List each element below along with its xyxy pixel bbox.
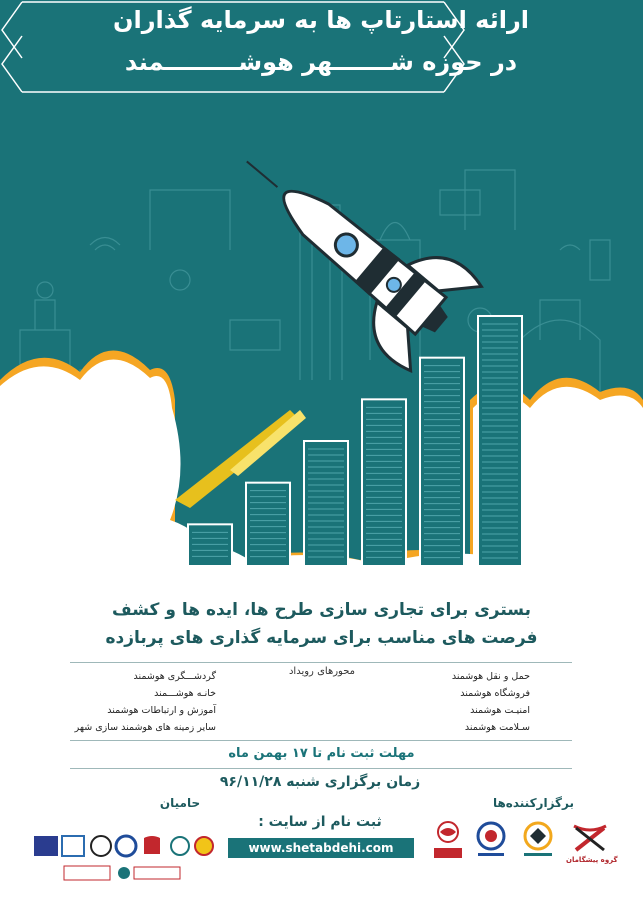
- divider: [70, 662, 572, 663]
- sponsor-logo: [134, 867, 180, 879]
- pishgaman-caption: گروه پیشگامان: [566, 856, 618, 864]
- organizer-logo: [432, 820, 464, 862]
- sponsor-logo: [171, 837, 189, 855]
- sponsors-title: حامیان: [159, 796, 201, 810]
- sponsor-logo: [118, 867, 130, 879]
- axis-item: سـلامت هوشمند: [464, 722, 530, 733]
- axis-item: گردشـــگری هوشمند: [133, 671, 216, 682]
- tagline-line-1: بستری برای تجاری سازی طرح ها، ایده ها و کشف: [112, 600, 531, 620]
- headline-line-1: ارائه استارتاپ ها به سرمایه گذاران: [113, 6, 529, 34]
- register-from-label: ثبت نام از سایت :: [258, 814, 382, 830]
- axes-list-left: [70, 668, 216, 736]
- axis-item: آموزش و ارتباطات هوشمند: [107, 705, 216, 716]
- registration-deadline: مهلت ثبت نام تا ۱۷ بهمن ماه: [228, 746, 415, 761]
- sponsor-logo: [195, 837, 213, 855]
- sponsor-logo: [144, 836, 160, 854]
- headline-line-2: در حوزه شـــــــهر هوشـــــــــمند: [124, 48, 518, 76]
- rocket-flame-core: [230, 410, 306, 476]
- growth-bar: [188, 524, 232, 566]
- axis-item: حمل و نقل هوشمند: [451, 671, 530, 682]
- organizer-logo: [520, 820, 556, 860]
- organizers-title: برگزارکننده‌ها: [492, 796, 574, 810]
- pishgaman-logo: [570, 820, 610, 856]
- axis-item: فروشگاه هوشمند: [460, 688, 530, 699]
- rocket-icon: [209, 116, 484, 373]
- axis-item: سایر زمینه های هوشمند سازی شهر: [74, 722, 216, 733]
- organizer-logo: [474, 820, 508, 860]
- website-link[interactable]: www.shetabdehi.com: [228, 838, 414, 858]
- tagline-line-2: فرصت های مناسب برای سرمایه گذاری های پربازده: [105, 628, 538, 648]
- event-date: زمان برگزاری شنبه ۹۶/۱۱/۲۸: [219, 774, 421, 790]
- sponsor-logo: [62, 836, 84, 856]
- axis-item: خانـه هوشـــمند: [154, 688, 216, 699]
- growth-bar: [362, 399, 406, 566]
- divider: [70, 740, 572, 741]
- sponsor-logo: [91, 836, 111, 856]
- event-axes-title: محورهای رویداد: [288, 666, 356, 677]
- axis-item: امنیـت هوشمند: [470, 705, 530, 716]
- sponsor-logo: [34, 836, 58, 856]
- sponsor-logo: [64, 866, 110, 880]
- divider: [70, 768, 572, 769]
- sponsor-logos: [34, 834, 220, 884]
- axes-list-right: [380, 668, 530, 736]
- sponsor-logo: [116, 836, 136, 856]
- growth-bar: [246, 483, 290, 566]
